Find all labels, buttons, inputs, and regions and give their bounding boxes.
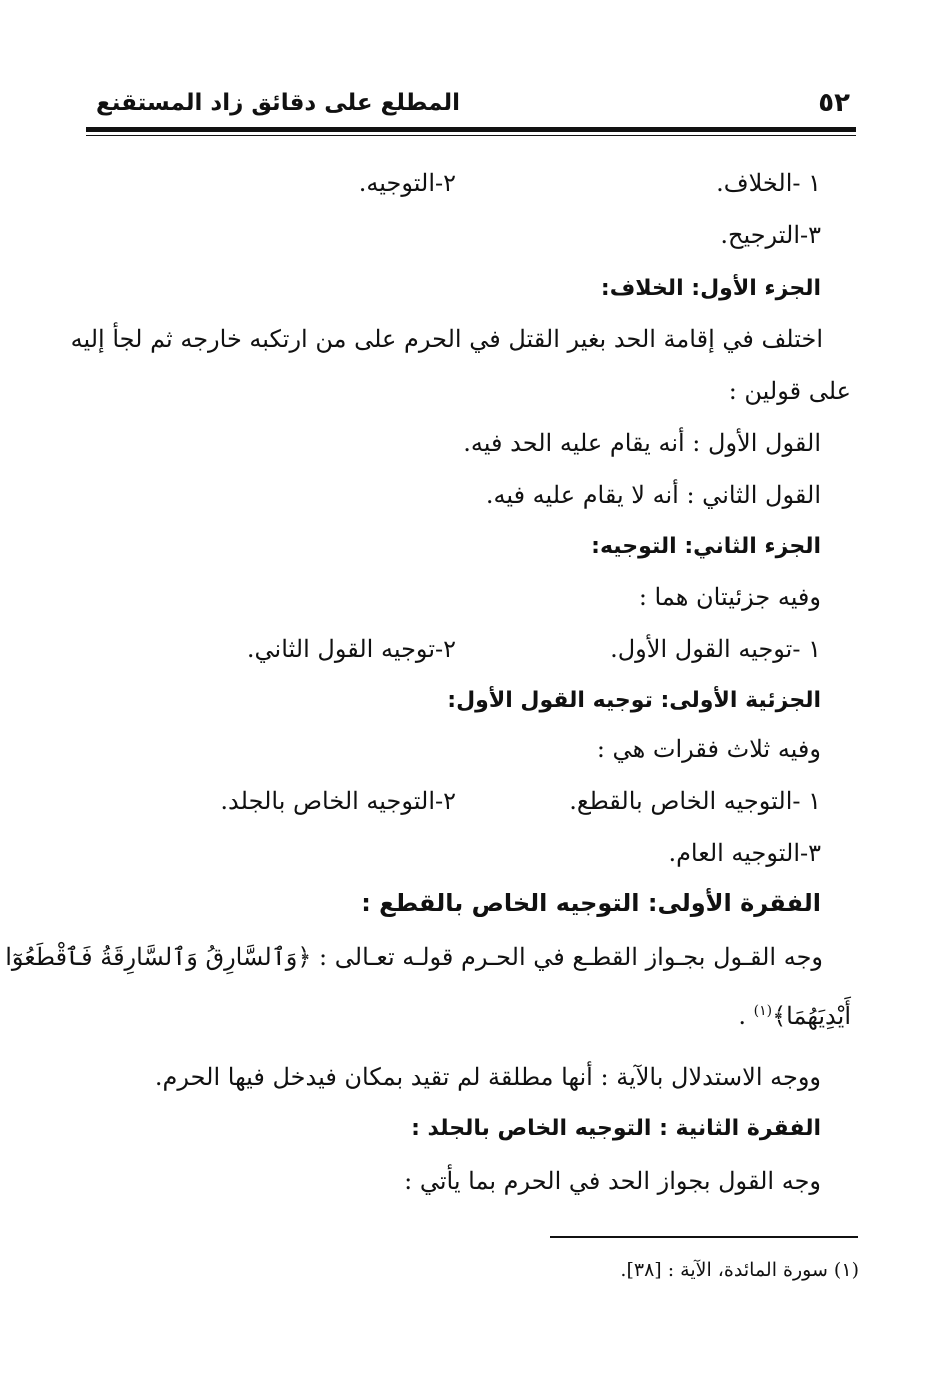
footnote-marker: (١) [753,1003,773,1019]
paragraph-line: وجه القـول بجـواز القطـع في الحـرم قولـه تعـالى : ﴿وَٱلسَّارِقُ وَٱلسَّارِقَةُ فَٱقْطَعُوٓا [5,943,823,971]
page-number: ٥٢ [818,88,850,118]
list-item: ٣-التوجيه العام. [668,839,821,867]
paragraph-line: اختلف في إقامة الحد بغير القتل في الحرم على من ارتكبه خارجه ثم لجأ إليه [70,325,823,353]
footnote-separator [550,1236,858,1238]
paragraph-line: على قولين : [728,377,851,405]
running-title: المطلع على دقائق زاد المستقنع [96,90,461,116]
section-heading: الجزء الثاني: التوجيه: [591,534,821,559]
paragraph-line: وفيه جزئيتان هما : [638,583,821,611]
list-item: ٢-توجيه القول الثاني. [246,635,456,663]
header-rule-thin [86,135,856,136]
paragraph-line: القول الأول : أنه يقام عليه الحد فيه. [463,429,821,457]
list-item: ٢-التوجيه الخاص بالجلد. [220,787,456,815]
paragraph-line: ووجه الاستدلال بالآية : أنها مطلقة لم تقيد بمكان فيدخل فيها الحرم. [154,1063,821,1091]
list-item: ١ -توجيه القول الأول. [610,635,821,663]
section-heading: الفقرة الأولى: التوجيه الخاص بالقطع : [361,889,821,917]
list-item: ٣-الترجيح. [720,221,821,249]
quran-verse-end: أَيْدِيَهُمَا﴾ [772,1002,851,1030]
section-heading: الفقرة الثانية : التوجيه الخاص بالجلد : [411,1116,821,1141]
list-item: ٢-التوجيه. [358,169,456,197]
section-heading: الجزء الأول: الخلاف: [600,276,821,301]
section-heading: الجزئية الأولى: توجيه القول الأول: [447,688,821,713]
paragraph-line [738,994,851,1033]
paragraph-line: وفيه ثلاث فقرات هي : [596,735,821,763]
footnote: (١) سورة المائدة، الآية : [٣٨]. [620,1259,859,1281]
paragraph-line: وجه القول بجواز الحد في الحرم بما يأتي : [404,1167,821,1195]
header-rule-thick [86,127,856,132]
period: . [738,1002,754,1030]
paragraph-line: القول الثاني : أنه لا يقام عليه فيه. [485,481,821,509]
page-header [86,88,856,124]
list-item: ١ -التوجيه الخاص بالقطع. [569,787,821,815]
list-item: ١ -الخلاف. [716,169,821,197]
